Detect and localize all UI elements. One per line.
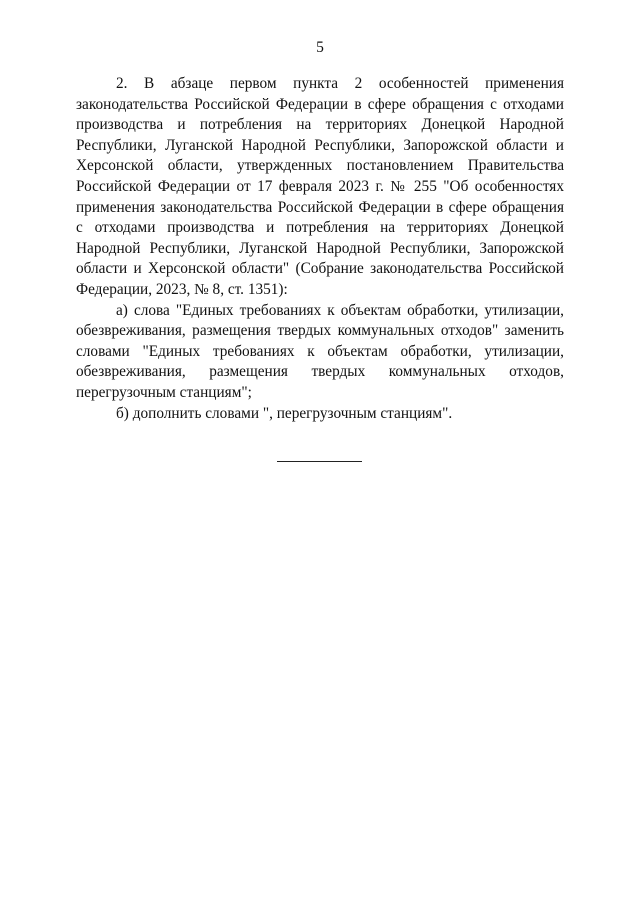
paragraph-subitem-a: а) слова "Единых требованиях к объектам обработки, утилизации, обезвреживания, размещения твердых коммунальных отходов" заменить словами "Единых требованиях к объектам обработки, утилизации, обезвреживания, размещения твердых коммунальных отходов, перегрузочным станциям"; <box>76 301 564 401</box>
paragraph-item-2: 2. В абзаце первом пункта 2 особенностей применения законодательства Российской Федерации в сфере обращения с отходами производства и потребления на территориях Донецкой Народной Республики, Луганской Народной Республики, Запорожской области и Херсонской области, утвержденных постановлением Правительства Российской Федерации от 17 февраля 2023 г. № 255 "Об особенностях применения законодательства Российской Федерации в сфере обращения с отходами производства и потребления на территориях Донецкой Народной Республики, Луганской Народной Республики, Запорожской области и Херсонской области" (Собрание законодательства Российской Федерации, 2023, № 8, ст. 1351): <box>76 75 564 298</box>
end-divider-line <box>277 461 362 462</box>
document-body <box>76 74 564 424</box>
page-number: 5 <box>316 39 324 56</box>
paragraph-subitem-b: б) дополнить словами ", перегрузочным станциям". <box>116 404 453 422</box>
